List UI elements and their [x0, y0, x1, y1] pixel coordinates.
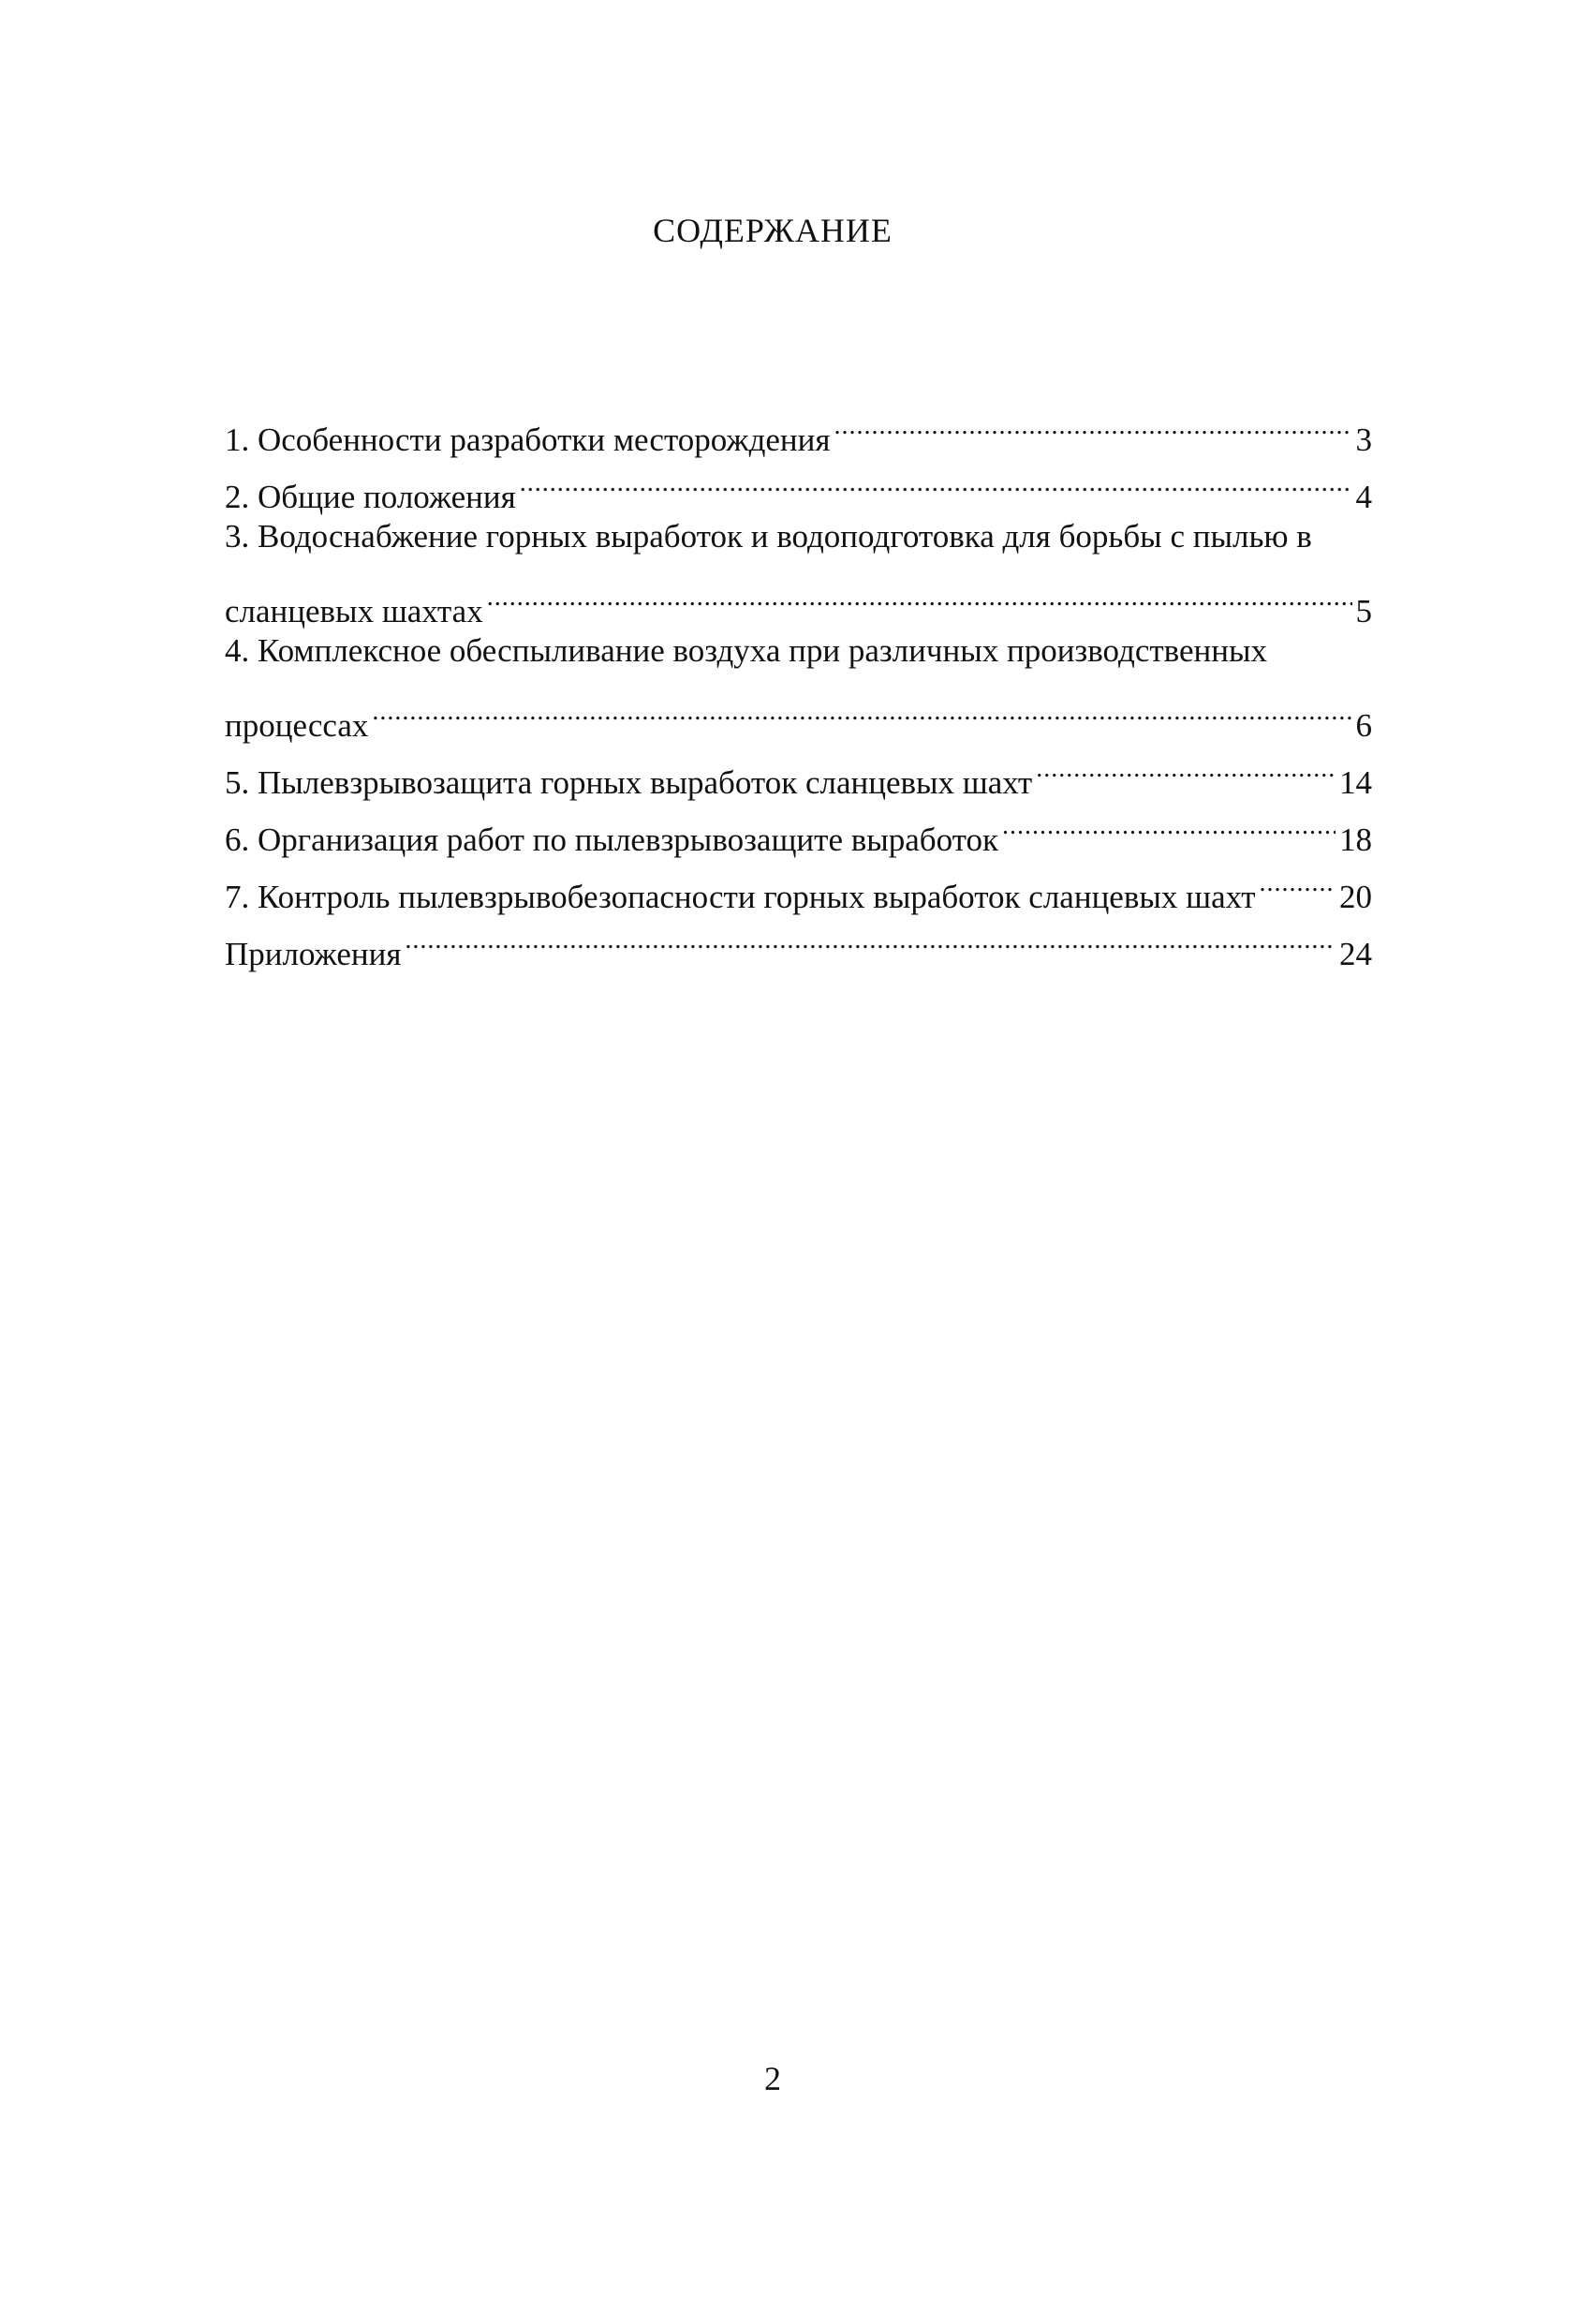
toc-entry-page: 3	[1355, 422, 1372, 458]
toc-entry-4	[225, 679, 1372, 744]
toc-leader-dots	[372, 679, 1351, 736]
toc-leader-dots	[520, 451, 1352, 508]
toc-entry-text: 1. Особенности разработки месторождения	[225, 422, 831, 458]
toc-entry-page: 14	[1339, 764, 1372, 801]
toc-leader-dots	[834, 393, 1352, 451]
toc-entry-page: 18	[1339, 822, 1372, 858]
toc-entry-text: 5. Пылевзрывозащита горных выработок сланцевых шахт	[225, 764, 1033, 801]
toc-entry-text: процессах	[225, 707, 369, 744]
toc-entry-page: 20	[1339, 879, 1372, 915]
toc-entry-5	[225, 736, 1372, 801]
toc-leader-dots	[1260, 851, 1336, 908]
table-of-contents	[225, 393, 1372, 972]
toc-entry-4-line-1: 4. Комплексное обеспыливание воздуха при различных производственных	[225, 632, 1268, 669]
toc-entry-text: 6. Организация работ по пылевзрывозащите выработок	[225, 822, 998, 858]
toc-leader-dots	[1036, 736, 1336, 793]
toc-leader-dots	[487, 565, 1352, 622]
toc-entry-text: сланцевых шахтах	[225, 593, 483, 629]
toc-entry-3	[225, 565, 1372, 629]
toc-entry-text: 2. Общие положения	[225, 479, 516, 515]
toc-leader-dots	[405, 908, 1336, 965]
toc-entry-page: 4	[1355, 479, 1372, 515]
toc-entry-3-line-1: 3. Водоснабжение горных выработок и водоподготовка для борьбы с пылью в	[225, 518, 1312, 555]
page-title: СОДЕРЖАНИЕ	[653, 212, 893, 249]
toc-entry-page: 5	[1355, 593, 1372, 629]
toc-entry-text: Приложения	[225, 936, 402, 972]
toc-entry-page: 6	[1355, 707, 1372, 744]
toc-entry-page: 24	[1339, 936, 1372, 972]
toc-entry-1	[225, 393, 1372, 458]
toc-entry-text: 7. Контроль пылевзрывобезопасности горных выработок сланцевых шахт	[225, 879, 1256, 915]
toc-leader-dots	[1002, 793, 1336, 851]
page-number: 2	[764, 2060, 781, 2097]
